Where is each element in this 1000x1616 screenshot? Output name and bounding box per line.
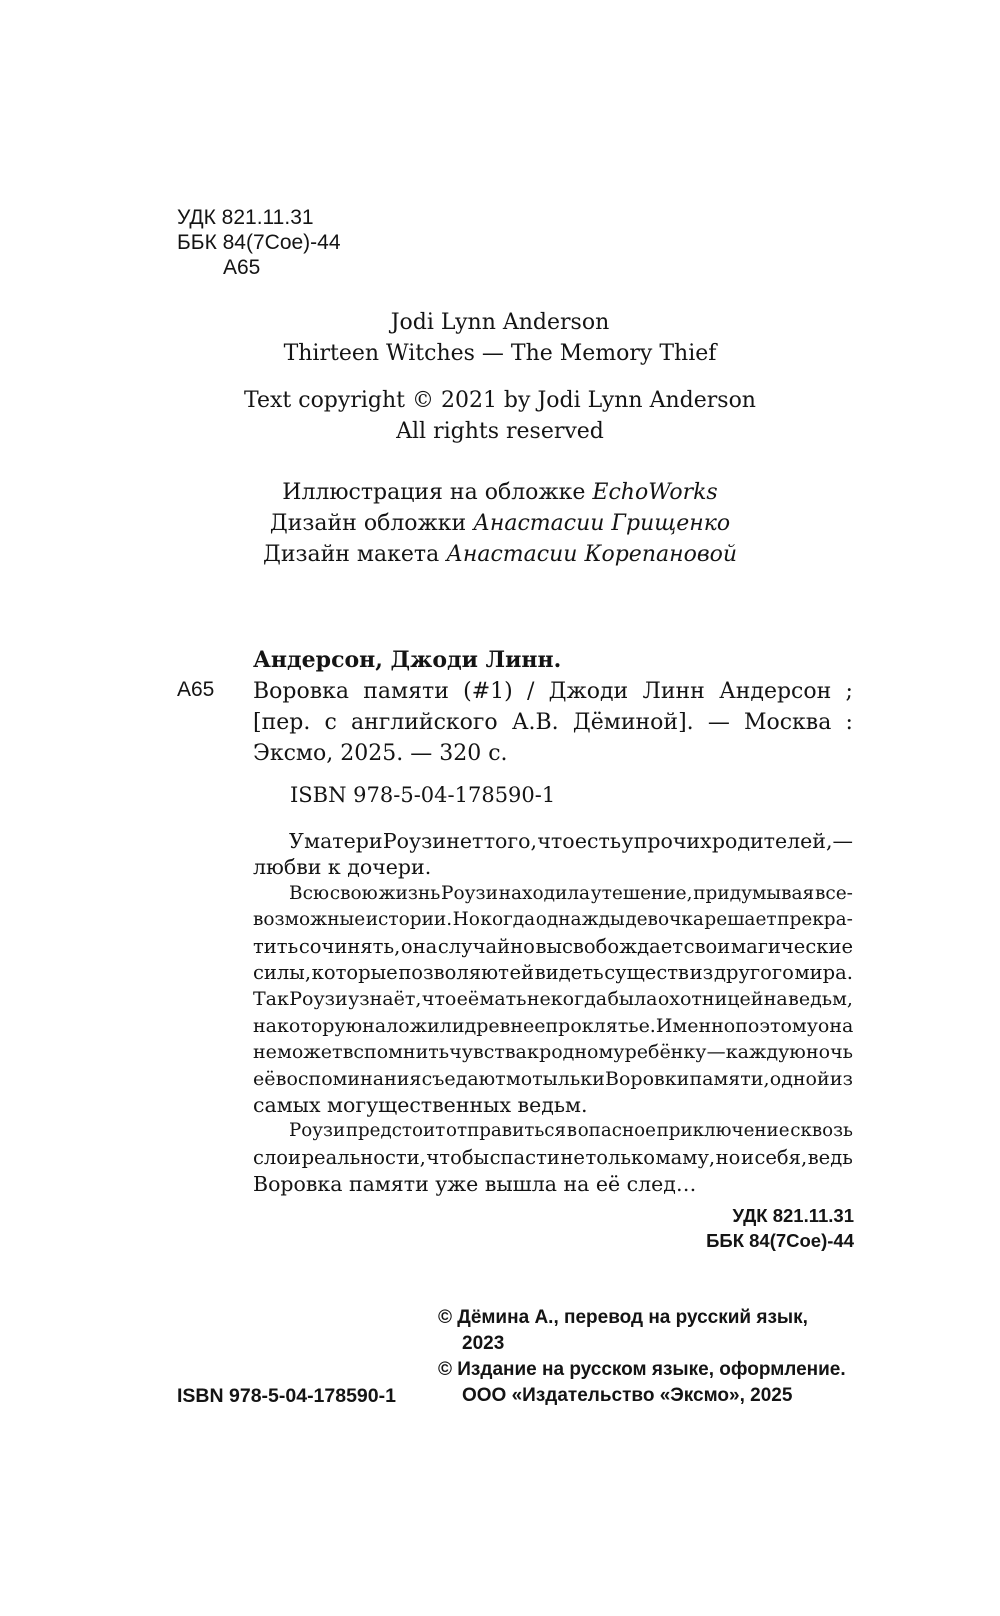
biblio-line: Воровка памяти (#1) / Джоди Линн Андерсон ; bbox=[253, 679, 853, 704]
translation-copyright: © Дёмина А., перевод на русский язык, bbox=[438, 1307, 808, 1328]
original-edition-info bbox=[0, 307, 1000, 369]
translation-year: 2023 bbox=[462, 1333, 505, 1354]
credit-line bbox=[0, 477, 1000, 508]
copyright-text: Text copyright © 2021 by Jodi Lynn Anderson bbox=[244, 388, 756, 413]
annotation-line: У матери Роузи нет того, что есть у прочих родителей,— bbox=[289, 829, 853, 853]
annotation-line: возможные истории. Но когда однажды девочка решает прекра- bbox=[253, 909, 853, 931]
bbk-code: ББК 84(7Сое)-44 bbox=[177, 231, 341, 254]
annotation-line: Всю свою жизнь Роузи находила утешение, придумывая все- bbox=[289, 882, 853, 904]
annotation-line: тить сочинять, она случайно высвобождает свои магические bbox=[253, 934, 853, 958]
bibliographic-record bbox=[253, 676, 853, 769]
author-mark-left: А65 bbox=[177, 678, 215, 701]
annotation-line: силы, которые позволяют ей видеть существ из другого мира. bbox=[253, 961, 853, 985]
annotation-line: Воровка памяти уже вышла на её след… bbox=[253, 1172, 697, 1197]
credit-label: Иллюстрация на обложке bbox=[282, 480, 586, 505]
credit-name: Анастасии Корепановой bbox=[446, 542, 738, 567]
biblio-line: Эксмо, 2025. — 320 с. bbox=[253, 741, 508, 766]
annotation-line: любви к дочери. bbox=[253, 855, 432, 880]
annotation-paragraph bbox=[253, 828, 853, 881]
biblio-line: [пер. с английского А.В. Дёминой]. — Москва : bbox=[253, 710, 853, 735]
copyright-notice bbox=[0, 385, 1000, 447]
credit-line bbox=[0, 508, 1000, 539]
credit-name: EchoWorks bbox=[592, 480, 718, 505]
udk-code: УДК 821.11.31 bbox=[732, 1205, 854, 1226]
author-mark: А65 bbox=[223, 256, 261, 279]
annotation-paragraph bbox=[253, 1118, 853, 1197]
publisher-copyright: ООО «Издательство «Эксмо», 2025 bbox=[462, 1385, 793, 1406]
bbk-code: ББК 84(7Сое)-44 bbox=[706, 1230, 854, 1251]
annotation-line: не может вспомнить чувства к родному ребёнку — каждую ночь bbox=[253, 1041, 853, 1064]
udk-block-top bbox=[177, 205, 341, 280]
design-credits bbox=[0, 477, 1000, 570]
isbn-record: ISBN 978-5-04-178590-1 bbox=[290, 783, 556, 807]
annotation-line: самых могущественных ведьм. bbox=[253, 1093, 588, 1118]
copyright-block-bottom bbox=[438, 1305, 846, 1409]
annotation-line: Так Роузи узнаёт, что её мать некогда была охотницей на ведьм, bbox=[253, 988, 853, 1011]
credit-label: Дизайн макета bbox=[262, 542, 440, 567]
annotation-paragraph bbox=[253, 881, 853, 1119]
annotation bbox=[253, 828, 853, 1198]
original-author: Jodi Lynn Anderson bbox=[390, 310, 610, 335]
annotation-line: её воспоминания съедают мотыльки Воровки памяти, одной из bbox=[253, 1067, 853, 1090]
author-heading: Андерсон, Джоди Линн. bbox=[253, 647, 562, 673]
udk-code: УДК 821.11.31 bbox=[177, 206, 314, 229]
credit-line bbox=[0, 539, 1000, 570]
annotation-line: слои реальности, чтобы спасти не только маму, но и себя, ведь bbox=[253, 1145, 853, 1169]
rights-text: All rights reserved bbox=[396, 419, 604, 444]
udk-block-bottom bbox=[700, 1203, 854, 1253]
annotation-line: Роузи предстоит отправиться в опасное приключение сквозь bbox=[289, 1120, 853, 1142]
annotation-line: на которую наложили древнее проклятье. Именно поэтому она bbox=[253, 1014, 854, 1037]
credit-name: Анастасии Грищенко bbox=[473, 511, 731, 536]
edition-copyright: © Издание на русском языке, оформление. bbox=[438, 1359, 846, 1380]
isbn-bottom: ISBN 978-5-04-178590-1 bbox=[177, 1385, 396, 1407]
credit-label: Дизайн обложки bbox=[269, 511, 467, 536]
original-title: Thirteen Witches — The Memory Thief bbox=[283, 341, 717, 366]
